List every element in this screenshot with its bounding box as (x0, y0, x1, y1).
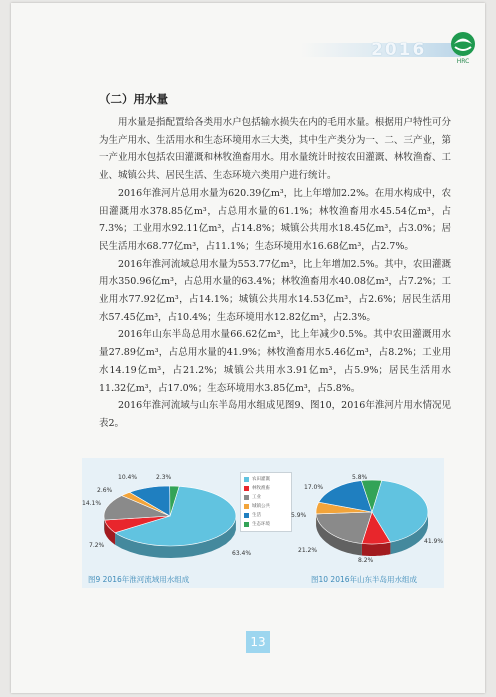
data-label: 7.2% (89, 542, 105, 549)
legend-swatch (244, 477, 249, 482)
legend-item: 工业 (244, 493, 261, 501)
page-number: 13 (246, 631, 270, 653)
document-page (11, 3, 485, 693)
data-label: 2.3% (156, 474, 172, 481)
figure-caption-9: 图9 2016年淮河流域用水组成 (88, 575, 190, 584)
paragraph: 2016年淮河流域与山东半岛用水组成见图9、图10，2016年淮河片用水情况见表2。 (99, 400, 451, 429)
data-label: 5.9% (291, 512, 307, 519)
figure-caption-10: 图10 2016年山东半岛用水组成 (311, 575, 418, 584)
legend-swatch (244, 486, 249, 491)
data-label: 63.4% (232, 550, 252, 557)
legend-item: 生态环境 (244, 520, 270, 528)
legend-item: 生活 (244, 511, 261, 519)
body-text (99, 114, 451, 433)
header-year: 2016 (371, 40, 427, 60)
data-label: 5.8% (352, 474, 368, 481)
pie-slice-side (362, 542, 391, 556)
data-label: 21.2% (298, 547, 318, 554)
paragraph: 2016年淮河片总用水量为620.39亿m³，比上年增加2.2%。在用水构成中，农田灌溉用水378.85亿m³，占总用水量的61.1%；林牧渔畜用水45.54亿m³，占7.3%；工业用水92.11亿m³，占14.8%；城镇公共用水18.45亿m³，占3.0%；居民生活用水68.77亿m³，占11.1%；生态环境用水16.68亿m³，占2.7%。 (99, 187, 451, 252)
chart-legend (240, 472, 292, 532)
legend-swatch (244, 522, 249, 527)
legend-swatch (244, 504, 249, 509)
paragraph: 2016年山东半岛总用水量66.62亿m³，比上年减少0.5%。其中农田灌溉用水量27.89亿m³，占总用水量的41.9%；林牧渔畜用水5.46亿m³，占8.2%；工业用水14.19亿m³，占21.2%；城镇公共用水3.91亿m³，占5.9%；居民生活用水11.32亿m³，占17.0%；生态环境用水3.85亿m³，占5.8%。 (99, 329, 451, 394)
data-label: 8.2% (358, 557, 374, 564)
charts-panel (82, 458, 444, 588)
legend-swatch (244, 495, 249, 500)
logo-text: HRC (456, 58, 470, 65)
hrc-logo (448, 31, 478, 65)
section-title: （二）用水量 (99, 92, 168, 106)
legend-swatch (244, 513, 249, 518)
data-label: 17.0% (304, 484, 324, 491)
paragraph: 用水量是指配置给各类用水户包括输水损失在内的毛用水量。根据用户特性可分为生产用水、生活用水和生态环境用水三大类，其中生产类分为一、二、三产业，第一产业用水包括农田灌溉和林牧渔畜用水。用水量统计时按农田灌溉、林牧渔畜、工业、城镇公共、居民生活、生态环境六类用户进行统计。 (99, 117, 451, 182)
legend-item: 农田灌溉 (244, 475, 270, 483)
legend-item: 城镇公共 (244, 502, 270, 510)
data-label: 14.1% (82, 500, 102, 507)
paragraph: 2016年淮河流域总用水量为553.77亿m³，比上年增加2.5%。其中，农田灌溉用水350.96亿m³，占总用水量的63.4%；林牧渔畜用水40.08亿m³，占7.2%；工业用水77.92亿m³，占14.1%；城镇公共用水14.53亿m³，占2.6%；居民生活用水57.45亿m³，占10.4%；生态环境用水12.82亿m³，占2.3%。 (99, 258, 451, 323)
data-label: 2.6% (97, 487, 113, 494)
data-label: 10.4% (118, 474, 138, 481)
data-label: 41.9% (424, 538, 444, 545)
legend-item: 林牧渔畜 (244, 484, 270, 492)
